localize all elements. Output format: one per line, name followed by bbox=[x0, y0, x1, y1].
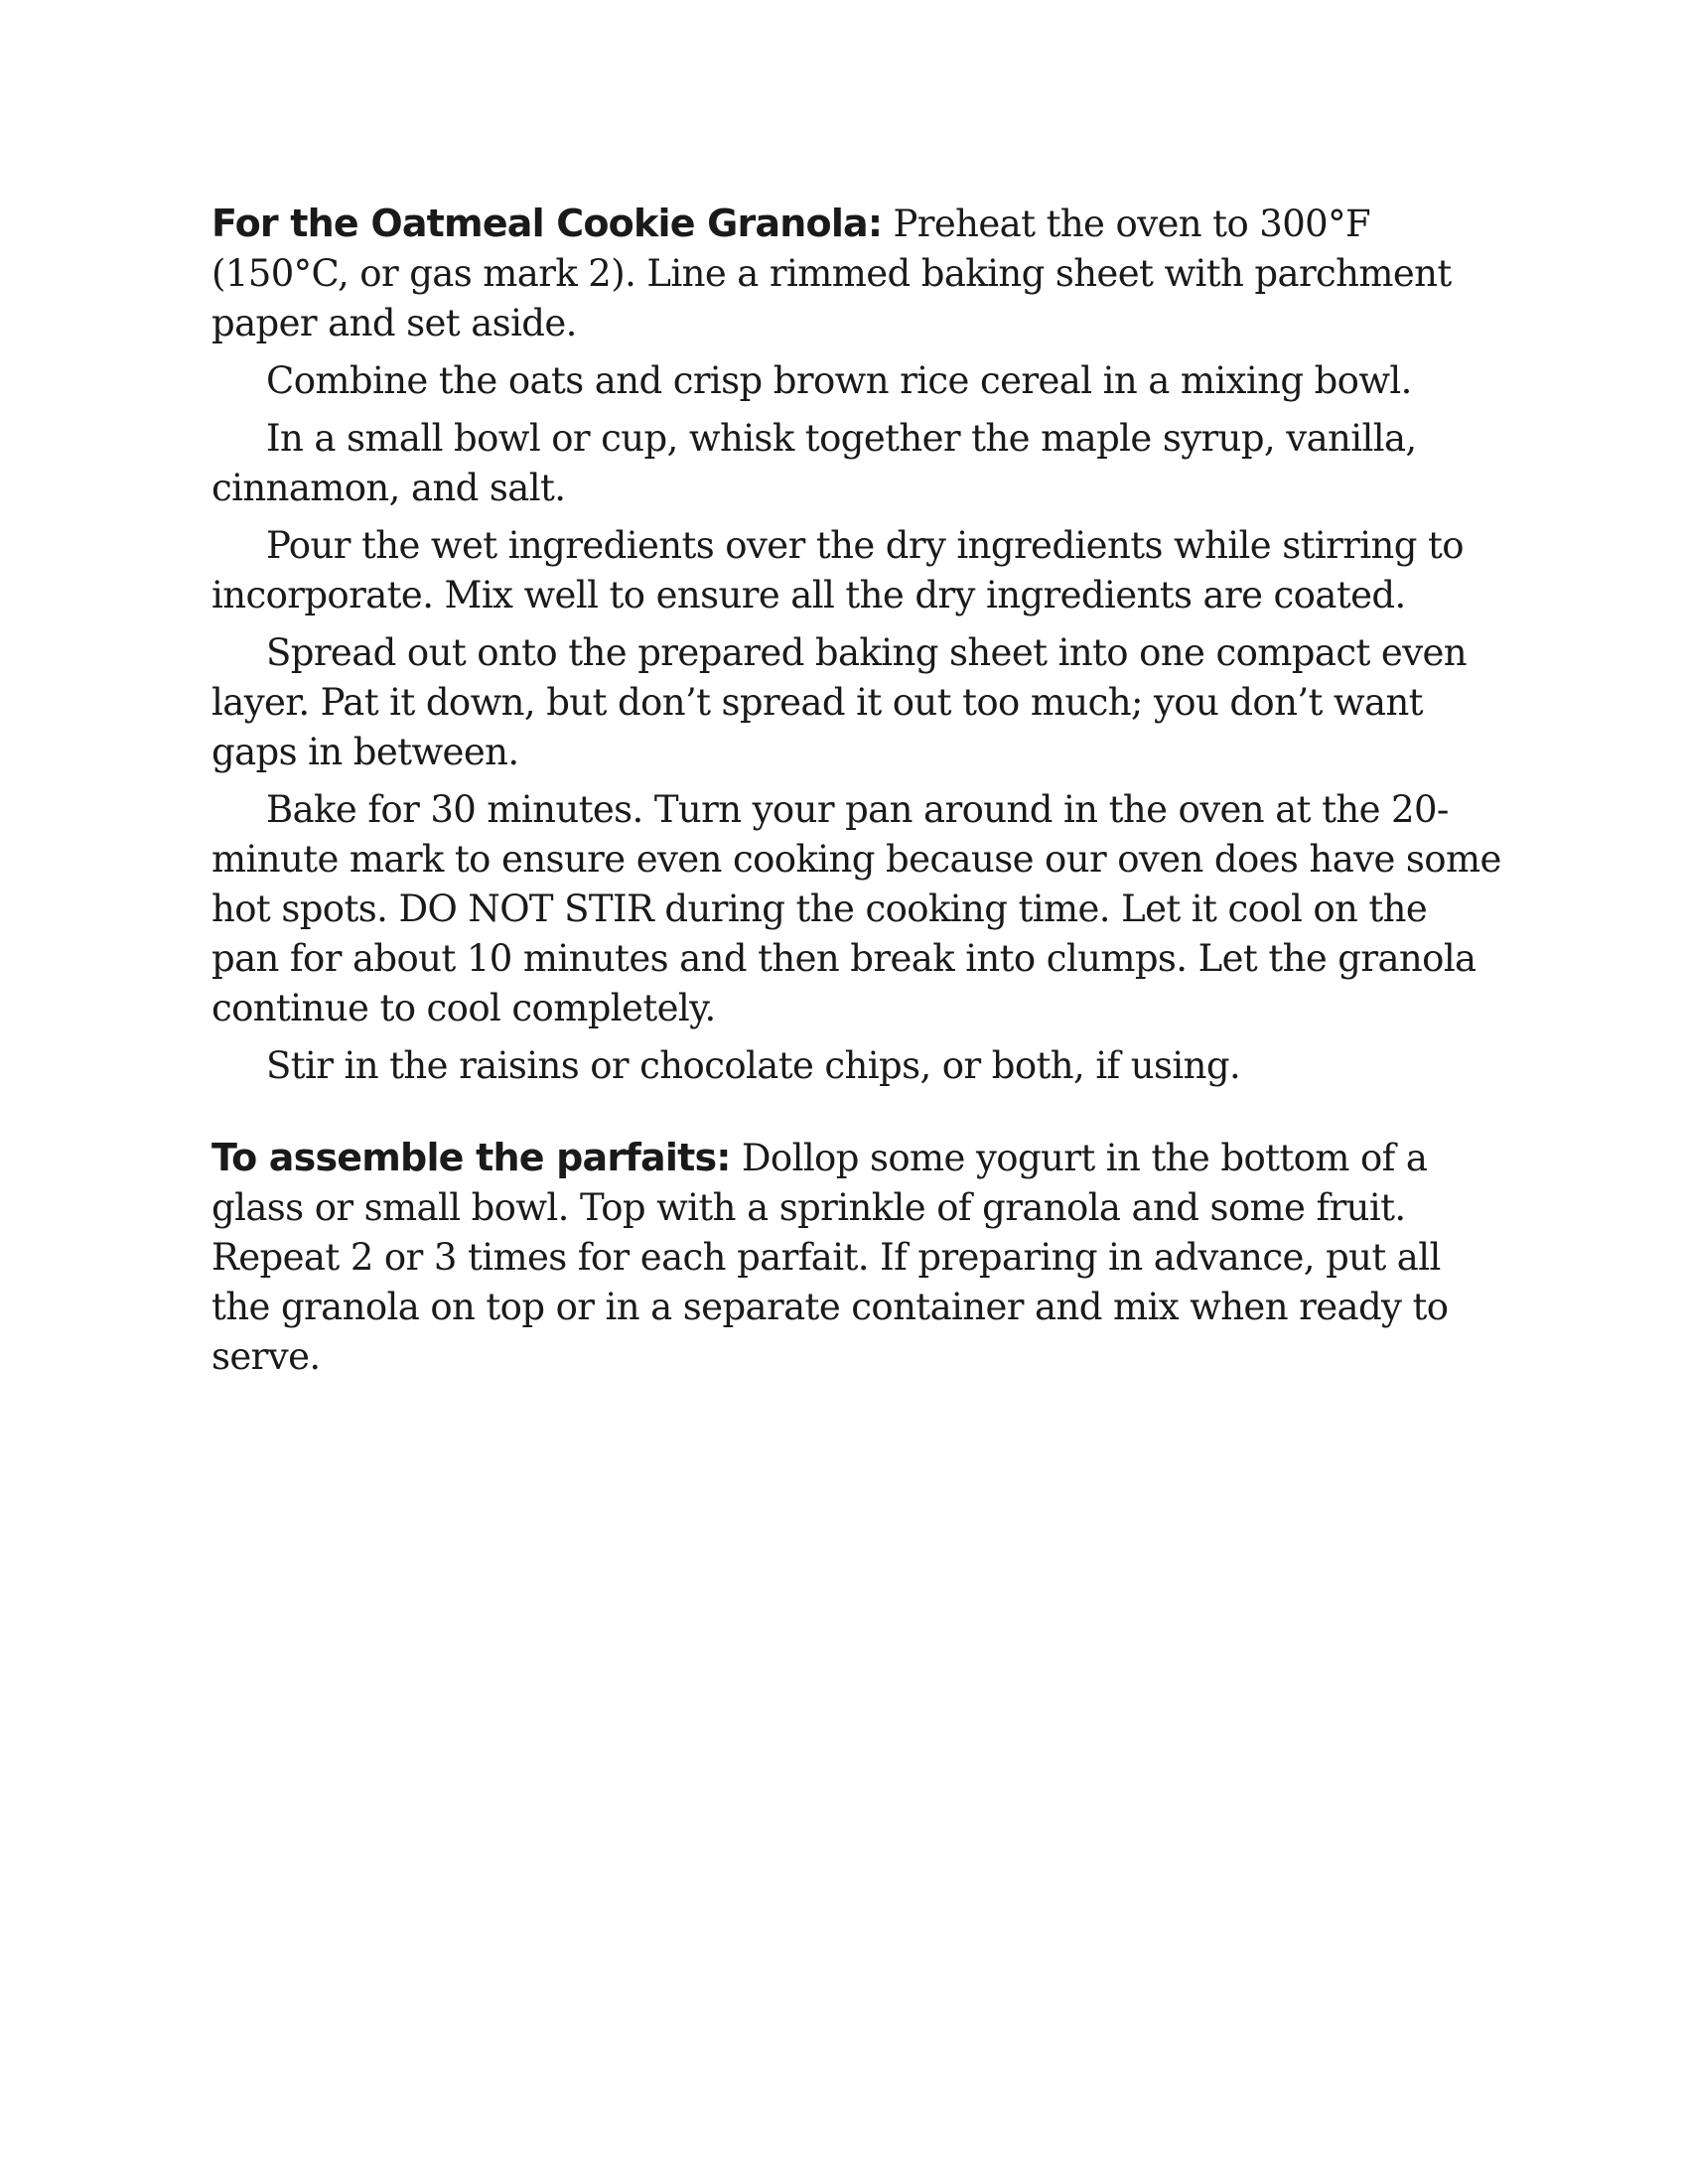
granola-step-6: Stir in the raisins or chocolate chips, or both, if using. bbox=[266, 1044, 1241, 1087]
parfait-body-text: Dollop some yogurt in the bottom of a glass or small bowl. Top with a sprinkle of granola and some fruit. Repeat 2 or 3 times for each parfait. If preparing in advance, put all the granola on top or in a separate container and mix when ready to serve. bbox=[211, 1137, 1449, 1378]
granola-intro-paragraph bbox=[211, 199, 1502, 348]
granola-step-1: Combine the oats and crisp brown rice cereal in a mixing bowl. bbox=[266, 359, 1412, 402]
granola-intro-text: Preheat the oven to 300°F (150°C, or gas mark 2). Line a rimmed baking sheet with parchment paper and set aside. bbox=[211, 203, 1452, 344]
parfait-paragraph bbox=[211, 1133, 1502, 1382]
granola-step-3: Pour the wet ingredients over the dry ingredients while stirring to incorporate. Mix well to ensure all the dry ingredients are coated. bbox=[211, 524, 1464, 616]
granola-step-4: Spread out onto the prepared baking sheet into one compact even layer. Pat it down, but don’t spread it out too much; you don’t want gaps in between. bbox=[211, 631, 1468, 773]
parfait-section-heading: To assemble the parfaits: bbox=[211, 1136, 731, 1179]
recipe-instructions bbox=[211, 199, 1502, 1390]
granola-step-5: Bake for 30 minutes. Turn your pan around in the oven at the 20-minute mark to ensure even cooking because our oven does have some hot spots. DO NOT STIR during the cooking time. Let it cool on the pan for about 10 minutes and then break into clumps. Let the granola continue to cool completely. bbox=[211, 788, 1501, 1029]
granola-step-2: In a small bowl or cup, whisk together the maple syrup, vanilla, cinnamon, and salt. bbox=[211, 417, 1417, 509]
granola-section-heading: For the Oatmeal Cookie Granola: bbox=[211, 202, 883, 245]
